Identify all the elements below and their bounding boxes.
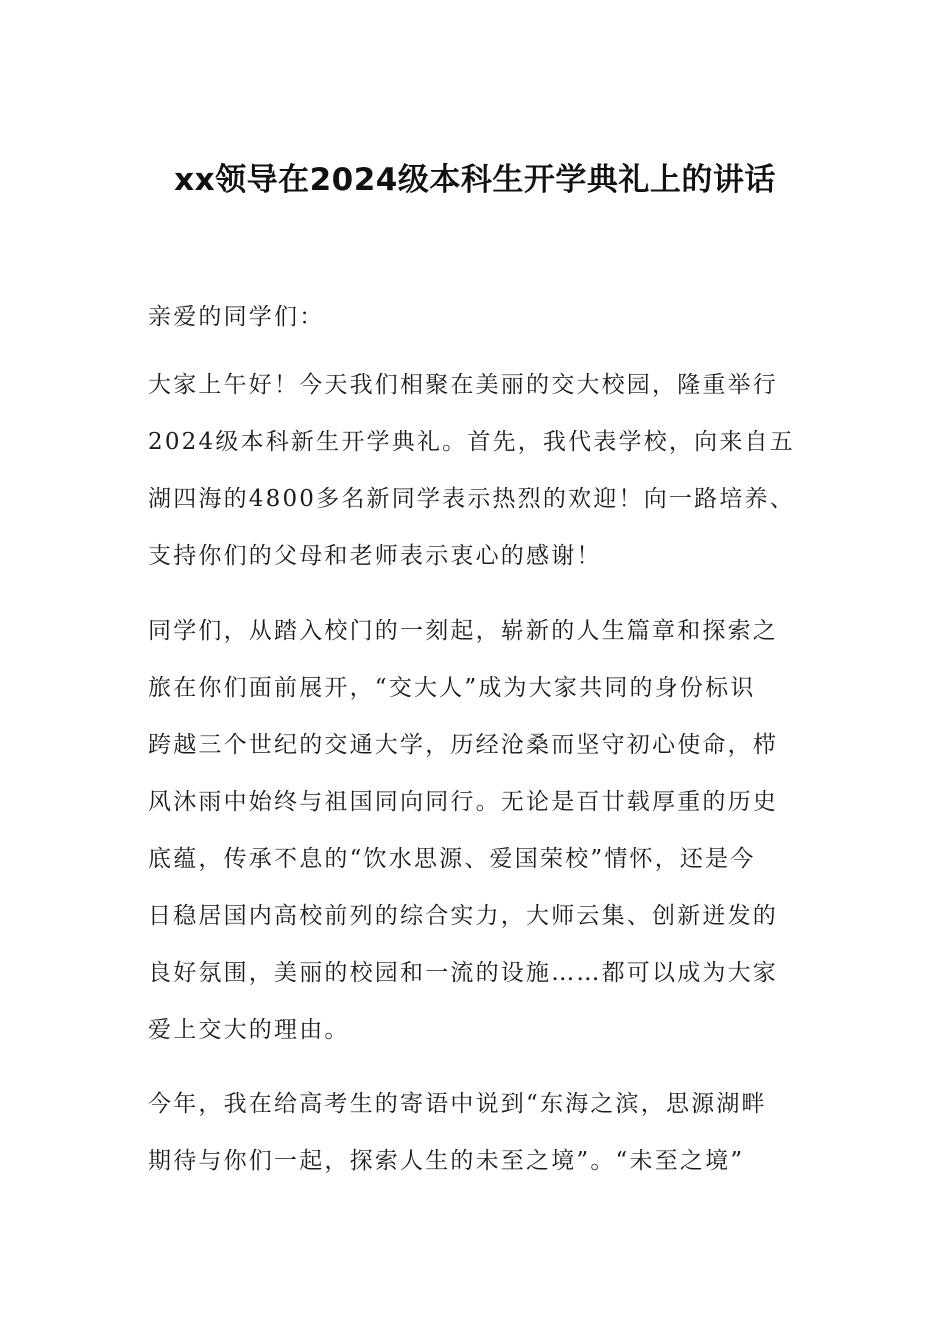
paragraph-line: 爱上交大的理由。 (148, 1017, 350, 1043)
paragraph-line: 支持你们的父母和老师表示衷心的感谢！ (148, 543, 602, 569)
paragraph-welcome (148, 357, 804, 585)
paragraph-line: 风沐雨中始终与祖国同向同行。无论是百廿载厚重的历史 (148, 789, 778, 815)
greeting (148, 289, 804, 346)
paragraph-line: 日稳居国内高校前列的综合实力，大师云集、创新迸发的 (148, 903, 778, 929)
paragraph-line: 同学们，从踏入校门的一刻起，崭新的人生篇章和探索之 (148, 618, 778, 644)
paragraph-line: 跨越三个世纪的交通大学，历经沧桑而坚守初心使命，栉 (148, 732, 778, 758)
paragraph-line: 期待与你们一起，探索人生的未至之境”。“未至之境” (148, 1148, 745, 1174)
paragraph-line: 底蕴，传承不息的“饮水思源、爱国荣校”情怀，还是今 (148, 846, 756, 872)
paragraph-line: 大家上午好！今天我们相聚在美丽的交大校园，隆重举行 (148, 372, 778, 398)
paragraph-line: 湖四海的4800多名新同学表示热烈的欢迎！向一路培养、 (148, 486, 795, 512)
paragraph-line: 今年，我在给高考生的寄语中说到“东海之滨，思源湖畔 (148, 1091, 767, 1117)
paragraph-line: 良好氛围，美丽的校园和一流的设施……都可以成为大家 (148, 960, 778, 986)
paragraph-line: 旅在你们面前展开，“交大人”成为大家共同的身份标识 (148, 675, 756, 701)
greeting-line: 亲爱的同学们： (148, 304, 325, 330)
paragraph-message (148, 1076, 804, 1190)
document-title: xx领导在2024级本科生开学典礼上的讲话 (174, 162, 776, 198)
paragraph-history (148, 603, 804, 1059)
paragraph-line: 2024级本科新生开学典礼。首先，我代表学校，向来自五 (148, 429, 795, 455)
